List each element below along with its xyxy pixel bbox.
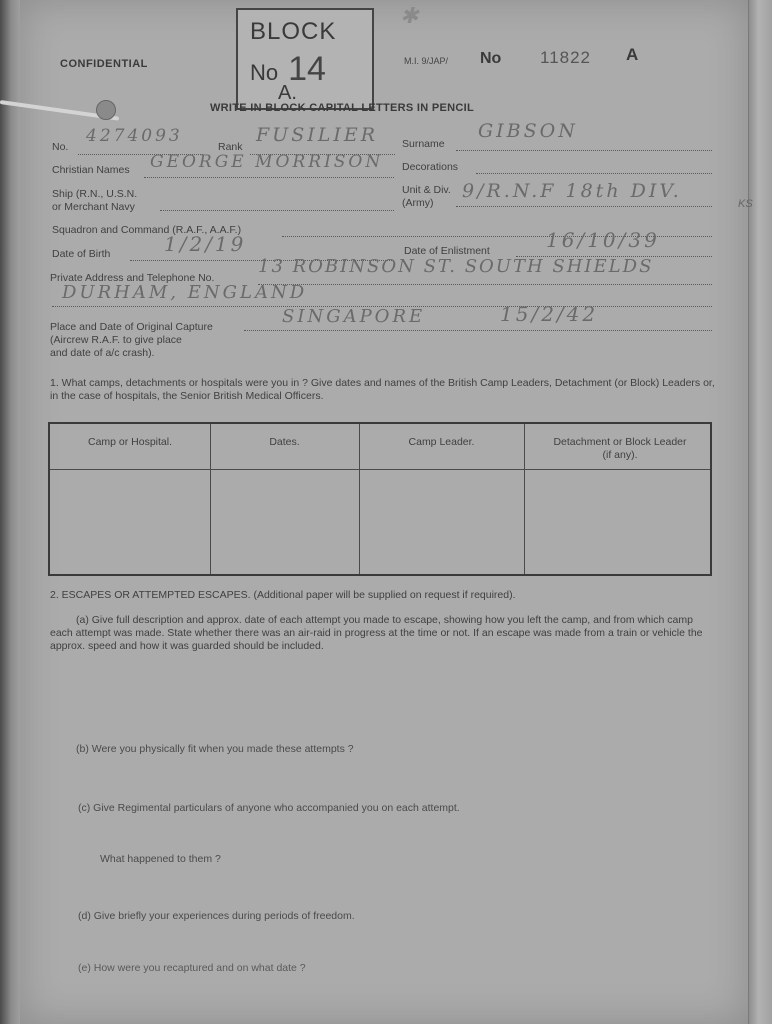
enlistment-value: 16/10/39: [546, 228, 660, 252]
section1-question: 1. What camps, detachments or hospitals were you in ? Give dates and names of the British Camp Leaders, Detachment (or Block) Leaders or, in the case of hospitals, the Senior British Medical Officers.: [50, 377, 715, 402]
punch-hole: [96, 100, 116, 120]
squadron-label: Squadron and Command (R.A.F., A.A.F.): [52, 224, 242, 236]
rank-label: Rank: [218, 141, 243, 153]
block-number-line: No 14: [250, 50, 326, 88]
ship-label-line1: Ship (R.N., U.S.N.: [52, 188, 138, 200]
block-word: BLOCK: [250, 18, 337, 45]
section2-question-c: (c) Give Regimental particulars of anyone who accompanied you on each attempt.: [78, 802, 460, 814]
stacked-pages-edge: [748, 0, 772, 1024]
address-value-line2: DURHAM, ENGLAND: [62, 282, 308, 303]
capture-label-line1: Place and Date of Original Capture: [50, 321, 213, 333]
section2-question-b: (b) Were you physically fit when you made these attempts ?: [76, 743, 354, 755]
christian-names-label: Christian Names: [52, 164, 130, 176]
surname-value: GIBSON: [478, 120, 578, 142]
capture-label-line2: (Aircrew R.A.F. to give place: [50, 334, 182, 346]
serial-prefix: No: [480, 50, 502, 67]
section2-question-e: (e) How were you recaptured and on what date ?: [78, 962, 306, 974]
block-number: 14: [288, 50, 326, 88]
rank-value: FUSILIER: [256, 124, 379, 146]
address-value-line1: 13 ROBINSON ST. SOUTH SHIELDS: [258, 256, 654, 277]
scribble-mark: ✱: [400, 4, 419, 29]
service-no-label: No.: [52, 141, 69, 153]
instruction-heading: WRITE IN BLOCK CAPITAL LETTERS IN PENCIL: [210, 102, 474, 114]
decorations-label: Decorations: [402, 161, 459, 173]
serial-number: 11822: [540, 48, 592, 67]
camps-table: [48, 422, 712, 576]
service-no-value: 4274093: [86, 126, 183, 146]
capture-label-line3: and date of a/c crash).: [50, 347, 155, 359]
col-detachment-leader: Detachment or Block Leader (if any).: [553, 436, 687, 461]
capture-date-value: 15/2/42: [500, 302, 599, 326]
serial-suffix: A: [626, 45, 639, 64]
confidential-label: CONFIDENTIAL: [60, 58, 148, 70]
col-camp-or-hospital: Camp or Hospital.: [87, 436, 173, 448]
surname-label: Surname: [402, 138, 445, 150]
margin-note: KS: [738, 198, 753, 210]
section2-question-a: (a) Give full description and approx. date of each attempt you made to escape, showing how you left the camp, and from which camp each attempt was made. State whether there was an air-raid in progress at the time or not. If an escape was made from a train or vehicle the approx. speed and how it was guarded should be included.: [50, 614, 703, 652]
col-camp-leader: Camp Leader.: [408, 436, 475, 448]
section2-heading: 2. ESCAPES OR ATTEMPTED ESCAPES. (Additional paper will be supplied on request if required).: [50, 589, 516, 601]
ship-label-line2: or Merchant Navy: [52, 201, 135, 213]
section2-question-d: (d) Give briefly your experiences during periods of freedom.: [78, 910, 355, 922]
christian-names-value: GEORGE MORRISON: [150, 152, 384, 172]
enlistment-label: Date of Enlistment: [404, 245, 490, 257]
unit-value: 9/R.N.F 18th DIV.: [462, 180, 682, 202]
block-letter: A.: [278, 82, 297, 104]
unit-label-line2: (Army): [402, 197, 434, 209]
section2-question-c2: What happened to them ?: [100, 853, 221, 865]
unit-label-line1: Unit & Div.: [402, 184, 451, 196]
capture-place-value: SINGAPORE: [282, 306, 426, 327]
block-stamp-box: [236, 8, 374, 110]
col-dates: Dates.: [269, 436, 300, 448]
dob-value: 1/2/19: [164, 232, 247, 256]
address-label: Private Address and Telephone No.: [50, 272, 215, 284]
form-reference: M.I. 9/JAP/: [404, 56, 449, 66]
dob-label: Date of Birth: [52, 248, 111, 260]
